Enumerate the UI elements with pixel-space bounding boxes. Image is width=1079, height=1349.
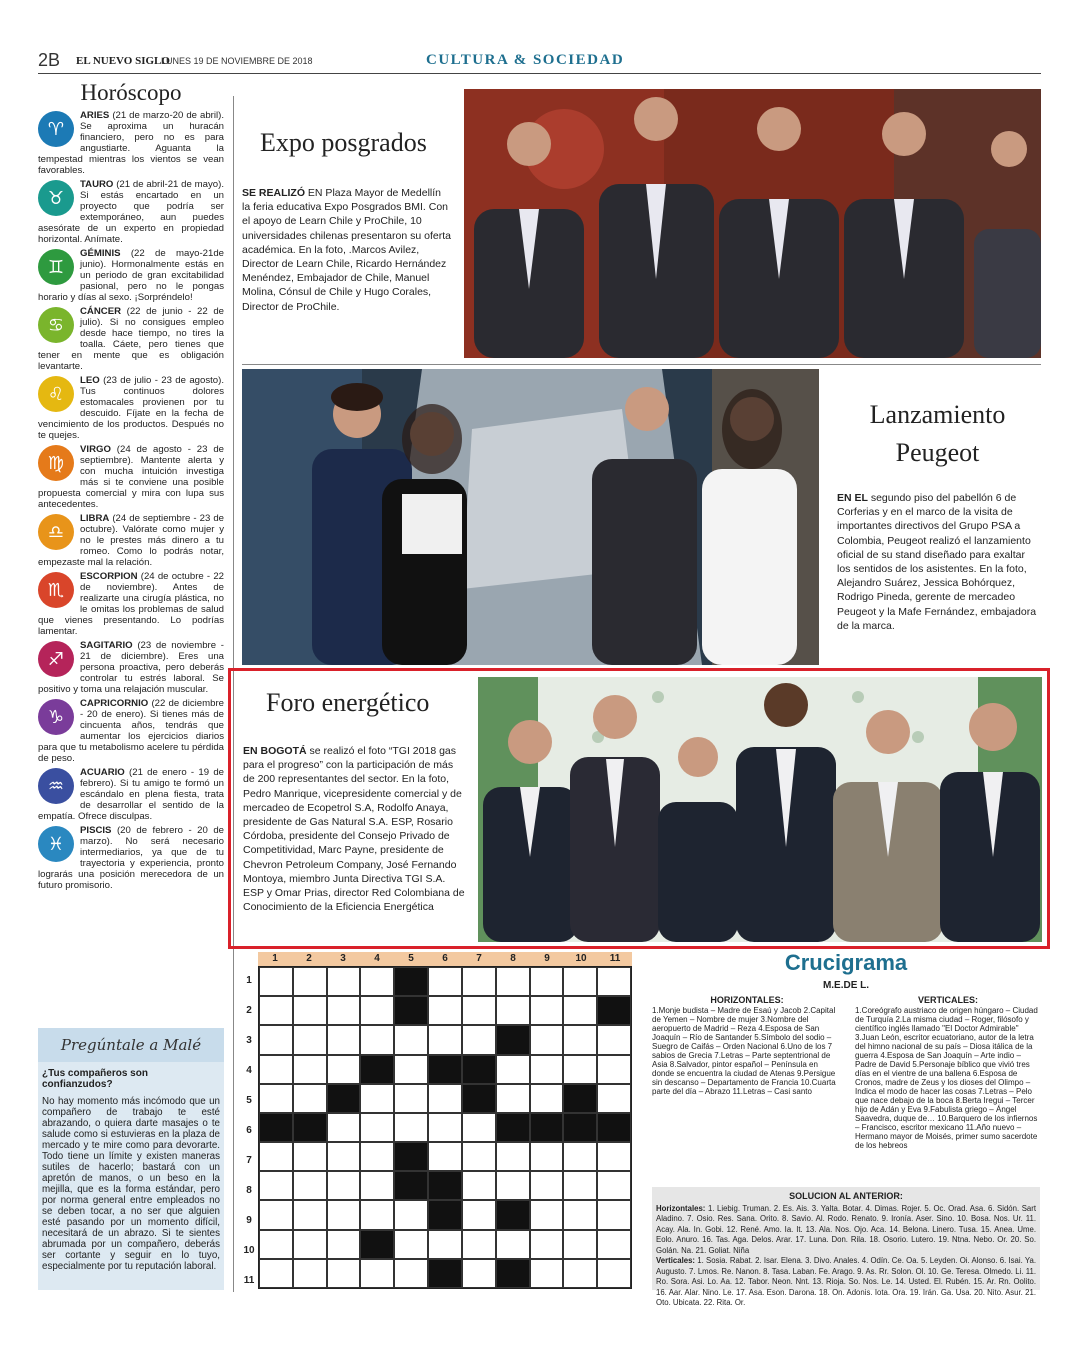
crossword-cell[interactable] — [530, 996, 564, 1025]
sign-name: LIBRA — [80, 513, 110, 524]
crossword-black-cell — [563, 1084, 597, 1113]
crossword-grid — [258, 966, 632, 1289]
sign-text: (22 de mayo-21de junio). Hormonalmente estás en un periodo de gran excitabilidad pasional, pero no le pongas horario y días al sexo. ¡Sorpréndelo! — [38, 248, 224, 303]
crossword-cell[interactable] — [496, 996, 530, 1025]
crossword-cell[interactable] — [563, 1230, 597, 1259]
crossword-cell[interactable] — [597, 1171, 631, 1200]
foro-body — [243, 744, 465, 914]
solution-title: SOLUCION AL ANTERIOR: — [789, 1191, 903, 1201]
crossword-cell[interactable] — [597, 1055, 631, 1084]
zodiac-icon: ♊ — [38, 249, 74, 285]
crossword-cell[interactable] — [597, 1025, 631, 1054]
crossword-cell[interactable] — [530, 1200, 564, 1229]
peugeot-text: segundo piso del pabellón 6 de Corferias y en el marco de la visita de importantes directivos del Grupo PSA a Colombia, Peugeot realizó el lanzamiento oficial de su stand diseñado para exaltar los sentidos de los asistentes. En la foto, Alejandro Suárez, Jessica Bohórquez, Rodrigo Pineda, gerente de mercadeo Peugeot y la Mafe Fernández, embajadora de la marca. — [837, 492, 1037, 632]
crossword-black-cell — [428, 1171, 462, 1200]
crossword-author: M.E.DE L. — [822, 980, 870, 991]
crossword-cell[interactable] — [293, 1230, 327, 1259]
horoscope-sign — [38, 306, 224, 372]
crossword-cell[interactable] — [259, 1025, 293, 1054]
crossword-cell[interactable] — [597, 1084, 631, 1113]
horoscope-sign — [38, 513, 224, 568]
sign-text: (24 de agosto - 23 de septiembre). Mantente alerta y con mucha intuición investiga más si te conviene una posible propuesta comercial y mira con lupa sus antecedentes. — [38, 444, 224, 510]
crossword-black-cell — [462, 1055, 496, 1084]
crossword-cell[interactable] — [462, 1200, 496, 1229]
sign-name: CAPRICORNIO — [80, 698, 149, 709]
clues-horizontal-title: HORIZONTALES: — [710, 995, 784, 1005]
expo-body — [242, 186, 452, 314]
crossword-cell[interactable] — [360, 1200, 394, 1229]
crossword-black-cell — [394, 1171, 428, 1200]
crossword-cell[interactable] — [428, 967, 462, 996]
sign-text: (22 de junio - 22 de julio). Si no consigues empleo desde hace tiempo, no tires la toalla. Cáete, pero tienes que tener en mente que es obligación levantarte. — [38, 306, 224, 372]
crossword-column-number: 8 — [510, 953, 516, 964]
crossword-row-number: 8 — [246, 1185, 252, 1196]
crossword-row-number: 5 — [246, 1095, 252, 1106]
crossword-black-cell — [428, 1259, 462, 1288]
peugeot-title-line1: Lanzamiento — [869, 400, 1006, 429]
crossword-cell[interactable] — [394, 1259, 428, 1288]
crossword-cell[interactable] — [530, 1055, 564, 1084]
zodiac-icon: ♍ — [38, 445, 74, 481]
crossword-cell[interactable] — [293, 1084, 327, 1113]
sign-name: GÉMINIS — [80, 248, 121, 259]
crossword-row-numbers — [240, 966, 258, 1296]
crossword-row-number: 10 — [243, 1245, 255, 1256]
crossword-cell[interactable] — [530, 1259, 564, 1288]
crossword-cell[interactable] — [530, 1025, 564, 1054]
crossword-cell[interactable] — [259, 996, 293, 1025]
horoscope-title: Horóscopo — [80, 80, 182, 105]
crossword-cell[interactable] — [360, 967, 394, 996]
sign-name: ARIES — [80, 110, 110, 121]
sign-text: (21 de marzo-20 de abril). Se aproxima un huracán financiero, pero no es para angustiarte. Aguanta la tempestad mientras los vientos se vean favorables. — [38, 110, 224, 176]
page-number: 2B — [38, 50, 61, 70]
crossword-cell[interactable] — [259, 1142, 293, 1171]
peugeot-photo — [242, 369, 819, 665]
clues-vertical-title: VERTICALES: — [917, 995, 978, 1005]
sign-text: (21 de enero - 19 de febrero). Si tu amigo te formó un escándalo en plena fiesta, trata de desarrollar el sentido de la empatía. Ofrece disculpas. — [38, 767, 224, 822]
crossword-black-cell — [293, 1113, 327, 1142]
crossword-cell[interactable] — [360, 1113, 394, 1142]
crossword-cell[interactable] — [428, 996, 462, 1025]
crossword-cell[interactable] — [597, 1142, 631, 1171]
crossword-black-cell — [530, 1113, 564, 1142]
crossword-black-cell — [597, 1113, 631, 1142]
crossword-cell[interactable] — [563, 1171, 597, 1200]
sign-name: VIRGO — [80, 444, 111, 455]
crossword-cell[interactable] — [462, 996, 496, 1025]
crossword-black-cell — [563, 1113, 597, 1142]
crossword-cell[interactable] — [394, 1113, 428, 1142]
crossword-cell[interactable] — [563, 1259, 597, 1288]
crossword-cell[interactable] — [327, 967, 361, 996]
horoscope-sign — [38, 110, 224, 176]
crossword-column-number: 3 — [340, 953, 346, 964]
expo-text: EN Plaza Mayor de Medellín la feria educativa Expo Posgrados BMI. Con el apoyo de Learn Chile y ProChile, 10 universidades chilenas presentaron su oferta académica. En la foto, .Marcos Avilez, Director de Learn Chile, Ricardo Hernández Menéndez, Embajador de Chile, Manuel Molina, Cónsul de Chile y Hugo Corales, Director de ProChile. — [242, 187, 451, 313]
crossword-row-number: 2 — [246, 1005, 252, 1016]
advice-question: ¿Tus compañeros son confianzudos? — [42, 1068, 148, 1090]
crossword-cell[interactable] — [530, 967, 564, 996]
crossword-cell[interactable] — [462, 1259, 496, 1288]
crossword-row-number: 6 — [246, 1125, 252, 1136]
crossword-column-number: 9 — [544, 953, 550, 964]
crossword-black-cell — [394, 1142, 428, 1171]
zodiac-icon: ♒ — [38, 768, 74, 804]
peugeot-photo-image — [242, 369, 819, 665]
crossword-title: Crucigrama — [784, 950, 908, 975]
crossword-column-number: 11 — [609, 953, 621, 964]
crossword-cell[interactable] — [360, 996, 394, 1025]
crossword-cell[interactable] — [563, 1142, 597, 1171]
zodiac-icon: ♑ — [38, 699, 74, 735]
story-divider — [242, 364, 1041, 365]
crossword-cell[interactable] — [293, 1259, 327, 1288]
crossword-cell[interactable] — [293, 967, 327, 996]
crossword-cell[interactable] — [327, 1025, 361, 1054]
crossword-cell[interactable] — [293, 1171, 327, 1200]
crossword-cell[interactable] — [563, 967, 597, 996]
clues-vertical — [855, 996, 1041, 1150]
foro-title: Foro energético — [266, 688, 430, 717]
peugeot-lead: EN EL — [837, 492, 868, 504]
crossword-cell[interactable] — [327, 1230, 361, 1259]
solution-vertical — [656, 1256, 1036, 1309]
crossword-column-numbers — [258, 952, 632, 966]
crossword-cell[interactable] — [462, 1142, 496, 1171]
crossword-column-number: 2 — [306, 953, 312, 964]
crossword-cell[interactable] — [496, 1055, 530, 1084]
crossword-black-cell — [496, 1025, 530, 1054]
crossword-cell[interactable] — [394, 1230, 428, 1259]
crossword-cell[interactable] — [293, 996, 327, 1025]
horoscope-signs — [38, 110, 224, 891]
crossword-cell[interactable] — [327, 1142, 361, 1171]
crossword-cell[interactable] — [293, 1142, 327, 1171]
zodiac-icon: ♐ — [38, 641, 74, 677]
sign-name: LEO — [80, 375, 100, 386]
section-title: CULTURA & SOCIEDAD — [426, 52, 625, 68]
crossword-cell[interactable] — [394, 1084, 428, 1113]
crossword-cell[interactable] — [496, 1142, 530, 1171]
crossword-cell[interactable] — [496, 967, 530, 996]
crossword-cell[interactable] — [327, 1055, 361, 1084]
zodiac-icon: ♈ — [38, 111, 74, 147]
crossword-cell[interactable] — [563, 1055, 597, 1084]
expo-photo-image — [464, 89, 1041, 358]
crossword-cell[interactable] — [293, 1200, 327, 1229]
sign-text: (21 de abril-21 de mayo). Si estás encartado en un proyecto que podría ser extemporáneo, aun puedes asesórate de un experto en propiedad horizontal. Anímate. — [38, 179, 224, 245]
crossword-cell[interactable] — [428, 1025, 462, 1054]
horoscope-column — [38, 80, 224, 894]
advice-answer: No hay momento más incómodo que un compañero de trabajo te esté abrazando, o quiera darte masajes o te salude como si estuvieras en la plaza de mercado y te mire como para devorarte. Todo tiene un límite y existen maneras sutiles de hacerlo; bastará con un apretón de manos, o un beso en la mejilla, que es la forma estándar, pero por norma general entre empleados no se deben tocar, a no ser que alguien esté pasando por un momento difícil, necesitará de un abrazo. Si te sientes abrumada por un compañero, deberás ser cortante y seguir en lo tuyo, especialmente por tu reputación laboral. — [42, 1096, 220, 1272]
crossword-cell[interactable] — [462, 967, 496, 996]
crossword-black-cell — [597, 996, 631, 1025]
sign-name: ACUARIO — [80, 767, 125, 778]
horoscope-sign — [38, 179, 224, 245]
crossword-black-cell — [360, 1230, 394, 1259]
crossword-cell[interactable] — [394, 1025, 428, 1054]
foro-photo-image — [478, 677, 1042, 942]
crossword-cell[interactable] — [428, 1113, 462, 1142]
horoscope-sign — [38, 698, 224, 764]
foro-text: se realizó el foto “TGI 2018 gas para el progreso” con la participación de más de 200 representantes del sector. En la foto, Pedro Manrique, vicepresidente comercial y de mercadeo de Ecopetrol S.A, Rodolfo Anaya, presidente de Gas Natural S.A. ESP, Rosario Córdoba, presidente del Consejo Privado de Competitividad, Marc Payne, presidente de Chevron Petroleum Company, José Fernando Montoya, miembro Junta Directiva TGI S.A. ESP y Omar Prias, director Red Colombiana de Conocimiento de la Eficiencia Energética — [243, 745, 465, 914]
crossword-cell[interactable] — [530, 1084, 564, 1113]
sign-text: (24 de septiembre - 23 de octubre). Valórate como mujer y no le prestes más dinero a tu romeo. Como lo podrás notar, empezaste mal la relación. — [38, 513, 224, 568]
zodiac-icon: ♎ — [38, 514, 74, 550]
horoscope-sign — [38, 571, 224, 637]
crossword-black-cell — [327, 1084, 361, 1113]
crossword-cell[interactable] — [327, 1171, 361, 1200]
zodiac-icon: ♉ — [38, 180, 74, 216]
crossword-column-number: 5 — [408, 953, 414, 964]
crossword-black-cell — [462, 1084, 496, 1113]
crossword-column-number: 1 — [272, 953, 278, 964]
horoscope-sign — [38, 825, 224, 891]
solution-horizontal-label: Horizontales: — [656, 1203, 706, 1213]
solution-vertical-label: Verticales: — [656, 1256, 696, 1265]
crossword-cell[interactable] — [327, 1200, 361, 1229]
page-header — [38, 50, 1041, 74]
solution-box — [652, 1187, 1040, 1307]
clues-horizontal — [652, 996, 842, 1096]
horoscope-sign — [38, 640, 224, 695]
crossword-cell[interactable] — [394, 1200, 428, 1229]
crossword-cell[interactable] — [327, 996, 361, 1025]
crossword-black-cell — [496, 1113, 530, 1142]
crossword-column-number: 4 — [374, 953, 380, 964]
expo-title: Expo posgrados — [260, 128, 427, 157]
crossword-cell[interactable] — [360, 1259, 394, 1288]
horoscope-sign — [38, 444, 224, 510]
zodiac-icon: ♌ — [38, 376, 74, 412]
crossword-cell[interactable] — [597, 1230, 631, 1259]
crossword-cell[interactable] — [597, 1200, 631, 1229]
zodiac-icon: ♓ — [38, 826, 74, 862]
crossword-cell[interactable] — [259, 967, 293, 996]
crossword-black-cell — [496, 1200, 530, 1229]
sign-name: ESCORPION — [80, 571, 138, 582]
sign-name: TAURO — [80, 179, 114, 190]
zodiac-icon: ♏ — [38, 572, 74, 608]
crossword-cell[interactable] — [462, 1025, 496, 1054]
crossword-cell[interactable] — [563, 1200, 597, 1229]
solution-horizontal — [656, 1204, 1036, 1257]
crossword-cell[interactable] — [462, 1113, 496, 1142]
crossword-column-number: 10 — [575, 953, 587, 964]
crossword-column-number: 7 — [476, 953, 482, 964]
crossword-cell[interactable] — [293, 1025, 327, 1054]
crossword-cell[interactable] — [259, 1084, 293, 1113]
sign-name: CÁNCER — [80, 306, 122, 317]
sign-name: SAGITARIO — [80, 640, 133, 651]
crossword-column-number: 6 — [442, 953, 448, 964]
expo-lead: SE REALIZÓ — [242, 187, 306, 199]
zodiac-icon: ♋ — [38, 307, 74, 343]
solution-vertical-text: 1. Sosia. Rabat. 2. Isar. Elena. 3. Divo. Anales. 4. Odín. Ce. Oa. 5. Leyden. Oi. Alonso. 6. Isai. Ya. Augusto. 7. Lmos. Re. Nanon. 8. Tasa. Laban. Fe. Arago. 9. As. Rr. Solon. Ol. 10. Ge. Teresa. Olmedo. Li. 11. Ro. Sora. Asi. Lo. Aa. 12. Tabor. Neon. Nnt. 13. Rioja. So. Nos. Le. 14. Usted. El. Rubén. 15. Ar. Rn. Oolito. 16. Aar. Alar. Nino. Le. 17. Asa. Eson. Darona. 18. On. Adonis. Iota. Ora. 19. Irán. Ga. Usa. 20. Nito. Asur. 21. Oto. Ubicata. 22. Rita. Or. — [656, 1256, 1036, 1307]
crossword-cell[interactable] — [496, 1171, 530, 1200]
crossword-cell[interactable] — [530, 1171, 564, 1200]
horoscope-sign — [38, 248, 224, 303]
crossword-cell[interactable] — [360, 1025, 394, 1054]
crossword-row-number: 9 — [246, 1215, 252, 1226]
crossword-cell[interactable] — [462, 1171, 496, 1200]
crossword-cell[interactable] — [428, 1230, 462, 1259]
crossword-cell[interactable] — [563, 996, 597, 1025]
crossword-cell[interactable] — [360, 1142, 394, 1171]
crossword-cell[interactable] — [293, 1055, 327, 1084]
crossword-cell[interactable] — [496, 1084, 530, 1113]
crossword-row-number: 7 — [246, 1155, 252, 1166]
horoscope-sign — [38, 767, 224, 822]
advice-box — [38, 1028, 224, 1290]
crossword-cell[interactable] — [530, 1230, 564, 1259]
newspaper-name: EL NUEVO SIGLO — [76, 55, 170, 67]
crossword-cell[interactable] — [360, 1171, 394, 1200]
sign-text: (23 de noviembre - 21 de diciembre). Eres una persona proactiva, pero deberás controlar tu estrés laboral. Se positivo y toma una relajación muscular. — [38, 640, 224, 695]
sign-text: (20 de febrero - 20 de marzo). No será necesario intermediarios, ya que de tu trayectoria y experiencia, pronto lograrás una posición merecedora de un futuro promisorio. — [38, 825, 224, 891]
issue-date: LUNES 19 DE NOVIEMBRE DE 2018 — [161, 56, 313, 66]
crossword-cell[interactable] — [496, 1230, 530, 1259]
crossword-black-cell — [394, 996, 428, 1025]
crossword-cell[interactable] — [259, 1230, 293, 1259]
crossword-black-cell — [428, 1200, 462, 1229]
crossword-cell[interactable] — [428, 1084, 462, 1113]
crossword-black-cell — [259, 1113, 293, 1142]
crossword-row-number: 4 — [246, 1065, 252, 1076]
crossword-black-cell — [428, 1055, 462, 1084]
foro-photo — [478, 677, 1042, 942]
peugeot-title-line2: Peugeot — [895, 438, 980, 467]
crossword-cell[interactable] — [327, 1259, 361, 1288]
crossword-black-cell — [360, 1055, 394, 1084]
crossword-cell[interactable] — [597, 1259, 631, 1288]
horoscope-sign — [38, 375, 224, 441]
crossword-row-number: 3 — [246, 1035, 252, 1046]
crossword-cell[interactable] — [428, 1142, 462, 1171]
crossword-cell[interactable] — [360, 1084, 394, 1113]
crossword-row-number: 11 — [243, 1275, 255, 1286]
crossword-row-number: 1 — [246, 975, 252, 986]
clues-vertical-text: 1.Coreógrafo austriaco de origen húngaro – Ciudad de Turquía 2.La misma ciudad – Roger, filósofo y científico inglés llamado "El Doctor Admirable" 3.Juan León, escritor ecuatoriano, autor de la letra del himno nacional de su país – Diosa itálica de la guerra 4.Esposa de San Joaquín – Arte indio – Padre de David 5.Personaje bíblico que vivió tres días en el vientre de una ballena 6.Esposa de Cronos, madre de Zeus y los dioses del Olimpo – Indica el modo de hacer las cosas 7.Letras – Pelo que nace debajo de la boca 8.Berta Iregui – Tercer hijo de Adán y Eva 9.Fabulista griego – Ángel Saavedra, duque de… 10.Barquero de los infiernos – Francisco, escritor mexicano 11.Año nuevo – Hermano mayor de Moisés, primer sumo sacerdote de los hebreos — [855, 1006, 1038, 1150]
expo-photo — [464, 89, 1041, 358]
crossword-cell[interactable] — [394, 1055, 428, 1084]
advice-title: Pregúntale a Malé — [38, 1028, 224, 1062]
peugeot-body — [837, 491, 1041, 633]
clues-horizontal-text: 1.Monje budista – Madre de Esaú y Jacob 2.Capital de Yemen – Nombre de mujer 3.Nombre del aeropuerto de Madrid – Reza 4.Esposa de San Joaquín – Río de Santander 5.Símbolo del sodio – Suegro de Caifás – Orden Nacional 6.Uno de los 7 sabios de Grecia 7.Letras – Parte septentrional de Asia 8.Salvador, pintor español – Península en donde se encuentra la ciudad de Atenas 9.Persigue sin descanso – Departamento de Francia 10.Cuarta parte del día – Abrazo 11.Letras – Casi santo — [652, 1006, 836, 1096]
sign-name: PISCIS — [80, 825, 112, 836]
sign-text: (24 de octubre - 22 de noviembre). Antes de realizarte una cirugía plástica, no le omitas los problemas de salud que vienes presentando. Lo podrías lamentar. — [38, 571, 224, 637]
crossword-cell[interactable] — [530, 1142, 564, 1171]
sign-text: (22 de diciembre - 20 de enero). Si tienes más de cincuenta años, tendrás que aumentar los ejercicios diarios para que tu metabolismo acelere tu pérdida de peso. — [38, 698, 224, 764]
solution-horizontal-text: 1. Liebig. Truman. 2. Es. Ais. 3. Yalta. Botar. 4. Dimas. Rojer. 5. Oc. Orad. Asa. 6. Sidón. Sart Aladino. 7. Osio. Res. Sana. Orito. 8. Savio. Al. Rodo. Renato. 9. Ironía. Aser. Sino. 10. Bosa. Nos. Ur. 11. Acay. Ala. In. Gobi. 12. René. Amo. Ia. It. 13. Ala. Nos. Ojo. Aca. 14. Belona. Linero. Tusa. 15. Anea. Ume. Eolo. Anuro. 16. Tas. Aga. Delos. Arar. 17. Luna. Don. Rila. 18. Osorio. Lutero. 19. Ntna. Nebo. Or. 20. So. Golán. Na. 21. Goliat. Niña — [656, 1203, 1036, 1255]
crossword-black-cell — [496, 1259, 530, 1288]
crossword-cell[interactable] — [259, 1055, 293, 1084]
crossword-cell[interactable] — [597, 967, 631, 996]
crossword-cell[interactable] — [259, 1200, 293, 1229]
peugeot-title — [830, 396, 1045, 472]
sign-text: (23 de julio - 23 de agosto). Tus continuos dolores estomacales provienen por tu descuido. Fíjate en la fecha de vencimiento de los productos. Después no te quejes. — [38, 375, 224, 441]
crossword-cell[interactable] — [563, 1025, 597, 1054]
crossword-black-cell — [394, 967, 428, 996]
foro-lead: EN BOGOTÁ — [243, 745, 307, 757]
crossword-cell[interactable] — [259, 1259, 293, 1288]
crossword-cell[interactable] — [327, 1113, 361, 1142]
crossword-cell[interactable] — [259, 1171, 293, 1200]
crossword-cell[interactable] — [462, 1230, 496, 1259]
